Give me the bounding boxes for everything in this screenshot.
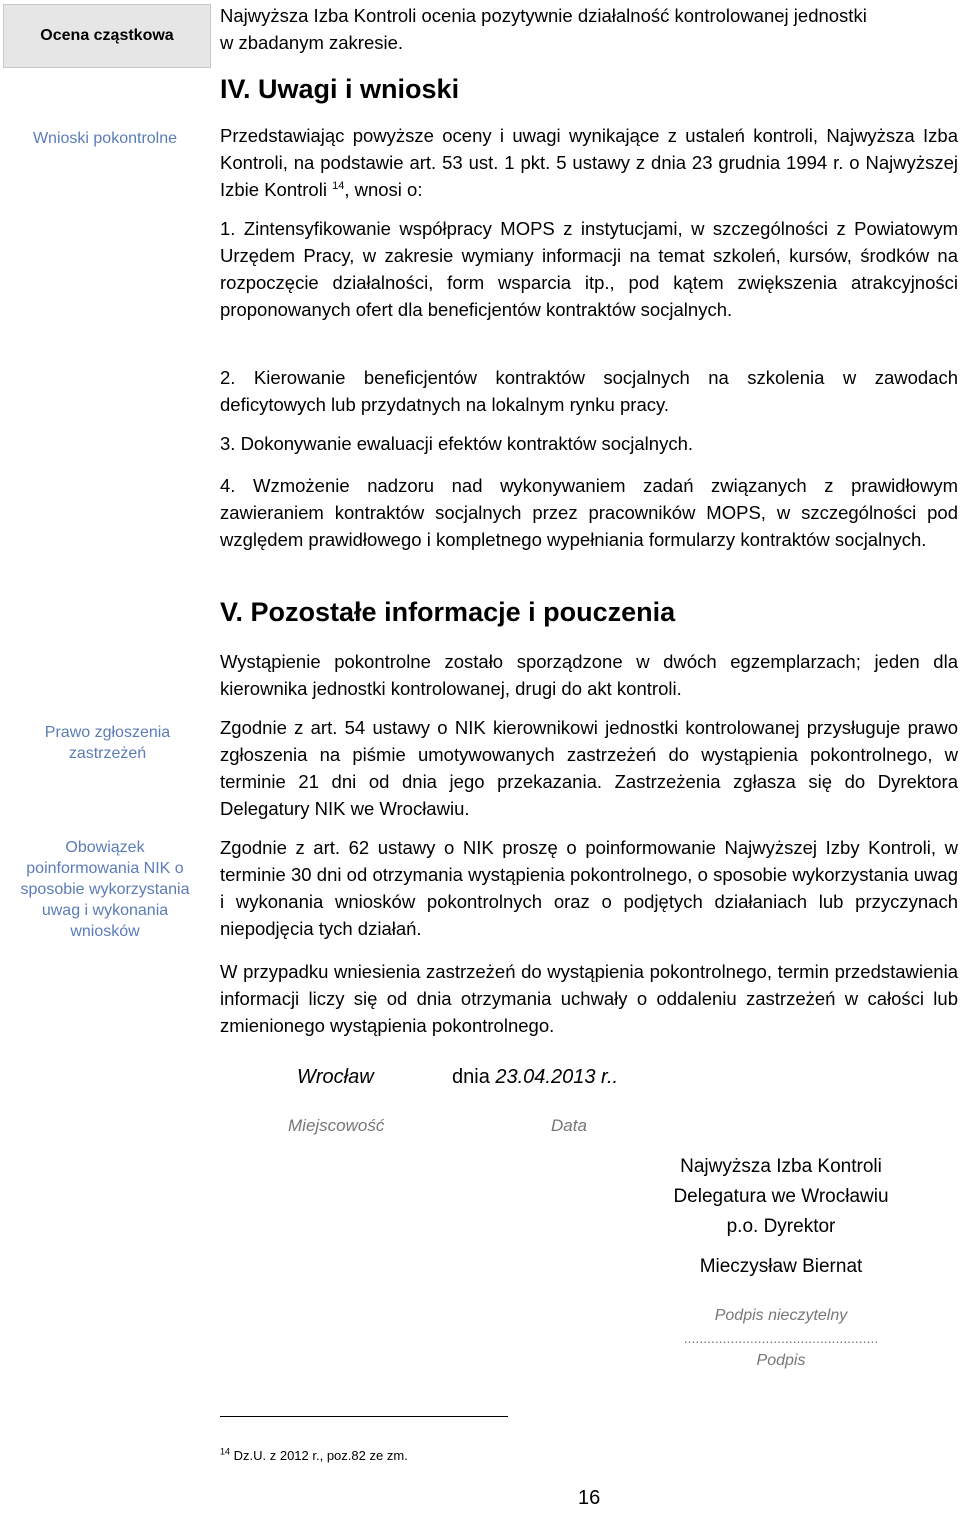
org-branch: Delegatura we Wrocławiu [673, 1186, 889, 1207]
footnote [220, 1448, 408, 1463]
signature-dots: .................................................. [683, 1330, 879, 1346]
intro-line-2: w zbadanym zakresie. [220, 32, 404, 53]
footnote-text: Dz.U. z 2012 r., poz.82 ze zm. [230, 1448, 408, 1463]
place: Wrocław [297, 1066, 374, 1088]
recommendation-3: 3. Dokonywanie ewaluacji efektów kontraktów socjalnych. [220, 433, 694, 454]
section-4-lead-end: , wnosi o: [344, 179, 423, 200]
section-5-paragraph-1: Wystąpienie pokontrolne zostało sporządzone w dwóch egzemplarzach; jeden dla kierownika jednostki kontrolowanej, drugi do akt kontroli. [220, 651, 958, 699]
signatory-role: p.o. Dyrektor [726, 1216, 836, 1237]
recommendation-1: 1. Zintensyfikowanie współpracy MOPS z instytucjami, w szczególności z Powiatowym Urzędem Pracy, w zakresie wymiany informacji na temat szkoleń, kursów, środków na rozpoczęcie działalności, form wsparcia itp., pod kątem zwiększenia atrakcyjności proponowanych ofert dla beneficjentów kontraktów socjalnych. [220, 218, 958, 320]
signature-block [645, 1152, 917, 1282]
signature-note: Podpis nieczytelny [714, 1307, 848, 1324]
footnote-ref: 14 [332, 179, 345, 192]
recommendation-4: 4. Wzmożenie nadzoru nad wykonywaniem zadań związanych z prawidłowym zawieraniem kontraktów socjalnych przez pracowników MOPS, w szczególności pod względem prawidłowego i kompletnego wypełniania formularzy kontraktów socjalnych. [220, 475, 958, 550]
signatory-name: Mieczysław Biernat [699, 1256, 863, 1277]
section-4-lead-text: Przedstawiając powyższe oceny i uwagi wynikające z ustaleń kontroli, Najwyższa Izba Kontroli, na podstawie art. 53 ust. 1 pkt. 5 ustawy z dnia 23 grudnia 1994 r. o Najwyższej Izbie Kontroli [220, 125, 958, 200]
sidebar-obowiazek: Obowiązek poinformowania NIK o sposobie wykorzystania uwag i wykonania wniosków [20, 839, 190, 940]
section-5-paragraph-4: W przypadku wniesienia zastrzeżeń do wystąpienia pokontrolnego, termin przedstawienia informacji liczy się od dnia otrzymania uchwały o oddaleniu zastrzeżeń w całości lub zmienionego wystąpienia pokontrolnego. [220, 961, 958, 1036]
section-5-paragraph-2: Zgodnie z art. 54 ustawy o NIK kierownikowi jednostki kontrolowanej przysługuje prawo zgłoszenia na piśmie umotywowanych zastrzeżeń do wystąpienia pokontrolnego, w terminie 21 dni od dnia jego przekazania. Zastrzeżenia zgłasza się do Dyrektora Delegatury NIK we Wrocławiu. [220, 717, 958, 819]
intro-text [220, 2, 958, 56]
section-5-heading: V. Pozostałe informacje i pouczenia [220, 597, 676, 627]
sidebar-prawo-zgloszenia: Prawo zgłoszenia zastrzeżeń [44, 724, 171, 762]
place-caption: Miejscowość [288, 1116, 385, 1135]
date: 23.04.2013 r.. [495, 1066, 619, 1088]
sidebar-ocena-cząstkowa: Ocena cząstkowa [3, 4, 211, 68]
section-5-paragraph-3: Zgodnie z art. 62 ustawy o NIK proszę o poinformowanie Najwyższej Izby Kontroli, w terminie 30 dni od otrzymania wystąpienia pokontrolnego, o sposobie wykorzystania uwag i wykonania wniosków pokontrolnych oraz o podjętych działaniach lub przyczynach niepodjęcia tych działań. [220, 837, 958, 939]
date-caption: Data [551, 1116, 587, 1135]
date-line [452, 1066, 618, 1089]
org-name: Najwyższa Izba Kontroli [680, 1156, 882, 1177]
date-prefix: dnia [452, 1066, 490, 1088]
section-4-lead [220, 122, 958, 203]
intro-line-1: Najwyższa Izba Kontroli ocenia pozytywnie działalność kontrolowanej jednostki [220, 5, 867, 26]
footnote-number: 14 [220, 1446, 231, 1457]
section-4-heading: IV. Uwagi i wnioski [220, 74, 460, 104]
sidebar-wnioski-pokontrolne: Wnioski pokontrolne [32, 130, 178, 147]
signature-caption: Podpis [756, 1352, 806, 1369]
recommendation-2: 2. Kierowanie beneficjentów kontraktów socjalnych na szkolenia w zawodach deficytowych lub przydatnych na lokalnym rynku pracy. [220, 367, 958, 415]
page-number: 16 [578, 1487, 601, 1509]
footnote-separator [220, 1416, 508, 1417]
